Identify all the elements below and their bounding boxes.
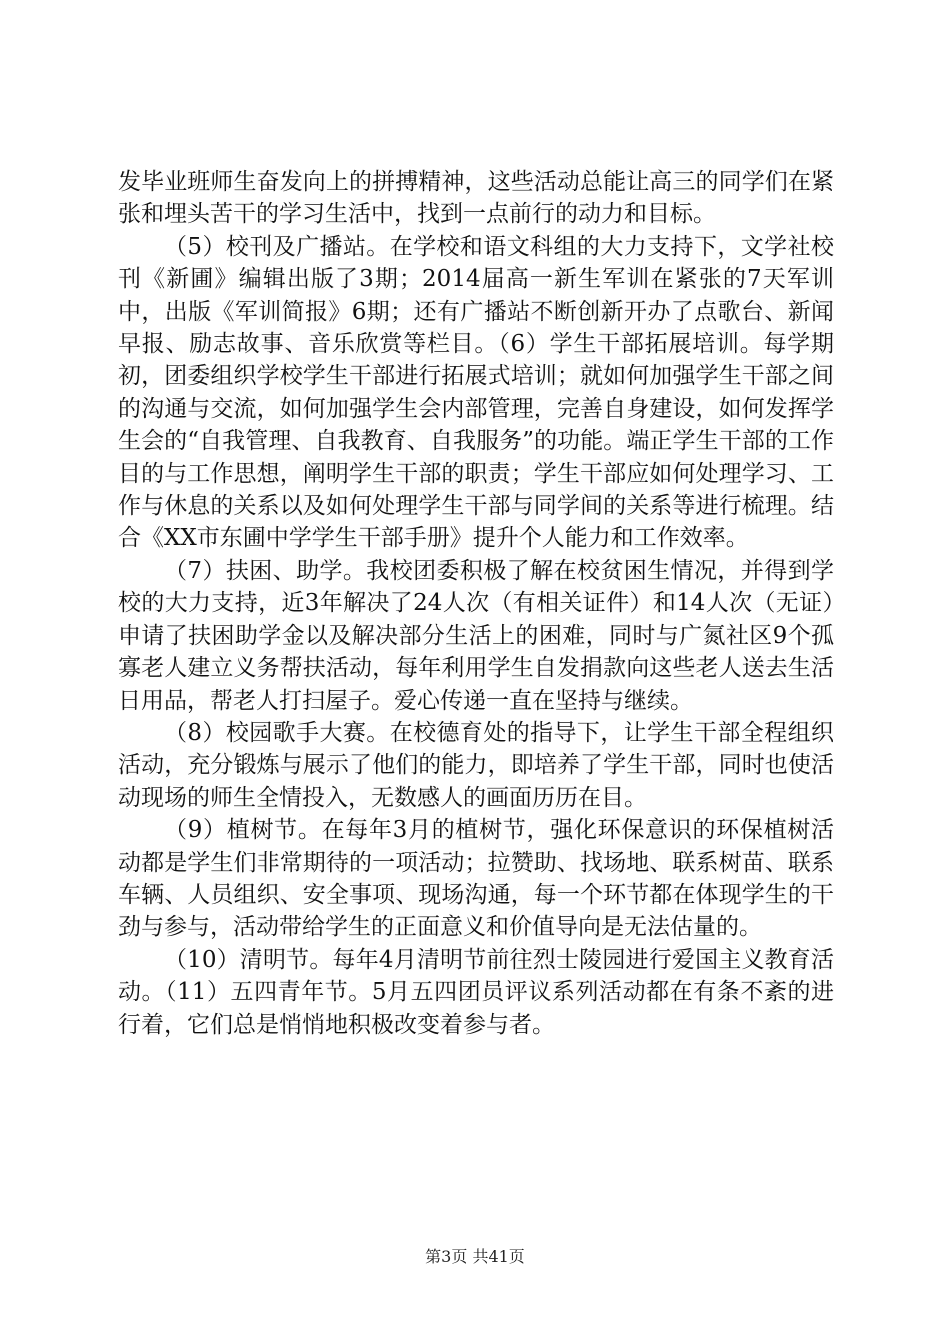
paragraph-continuation: 发毕业班师生奋发向上的拼搏精神，这些活动总能让高三的同学们在紧张和埋头苦干的学习生活中，找到一点前行的动力和目标。: [118, 169, 834, 228]
page-footer: 第3页 共41页: [425, 1247, 525, 1266]
paragraph-arbor-day: （9）植树节。在每年3月的植树节，强化环保意识的环保植树活动都是学生们非常期待的一项活动；拉赞助、找场地、联系树苗、联系车辆、人员组织、安全事项、现场沟通，每一个环节都在体现学生的干劲与参与，活动带给学生的正面意义和价值导向是无法估量的。: [118, 817, 834, 941]
paragraph-poverty-aid: （7）扶困、助学。我校团委积极了解在校贫困生情况，并得到学校的大力支持，近3年解决了24人次（有相关证件）和14人次（无证）申请了扶困助学金以及解决部分生活上的困难，同时与广氮社区9个孤寡老人建立义务帮扶活动，每年利用学生自发捐款向这些老人送去生活日用品，帮老人打扫屋子。爱心传递一直在坚持与继续。: [118, 557, 834, 714]
paragraph-school-magazine: （5）校刊及广播站。在学校和语文科组的大力支持下，文学社校刊《新圃》编辑出版了3期；2014届高一新生军训在紧张的7天军训中，出版《军训简报》6期；还有广播站不断创新开办了点歌台、新闻早报、励志故事、音乐欣赏等栏目。（6）学生干部拓展培训。每学期初，团委组织学校学生干部进行拓展式培训；就如何加强学生干部之间的沟通与交流，如何加强学生会内部管理，完善自身建设，如何发挥学生会的“自我管理、自我教育、自我服务”的功能。端正学生干部的工作目的与工作思想，阐明学生干部的职责；学生干部应如何处理学习、工作与休息的关系以及如何处理学生干部与同学间的关系等进行梳理。结合《XX市东圃中学学生干部手册》提升个人能力和工作效率。: [118, 233, 834, 552]
document-body: [118, 166, 834, 1041]
paragraph-singer-contest: （8）校园歌手大赛。在校德育处的指导下，让学生干部全程组织活动，充分锻炼与展示了他们的能力，即培养了学生干部，同时也使活动现场的师生全情投入，无数感人的画面历历在目。: [118, 719, 834, 811]
paragraph-qingming: （10）清明节。每年4月清明节前往烈士陵园进行爱国主义教育活动。（11）五四青年节。5月五四团员评议系列活动都在有条不紊的进行着，它们总是悄悄地积极改变着参与者。: [118, 946, 834, 1038]
